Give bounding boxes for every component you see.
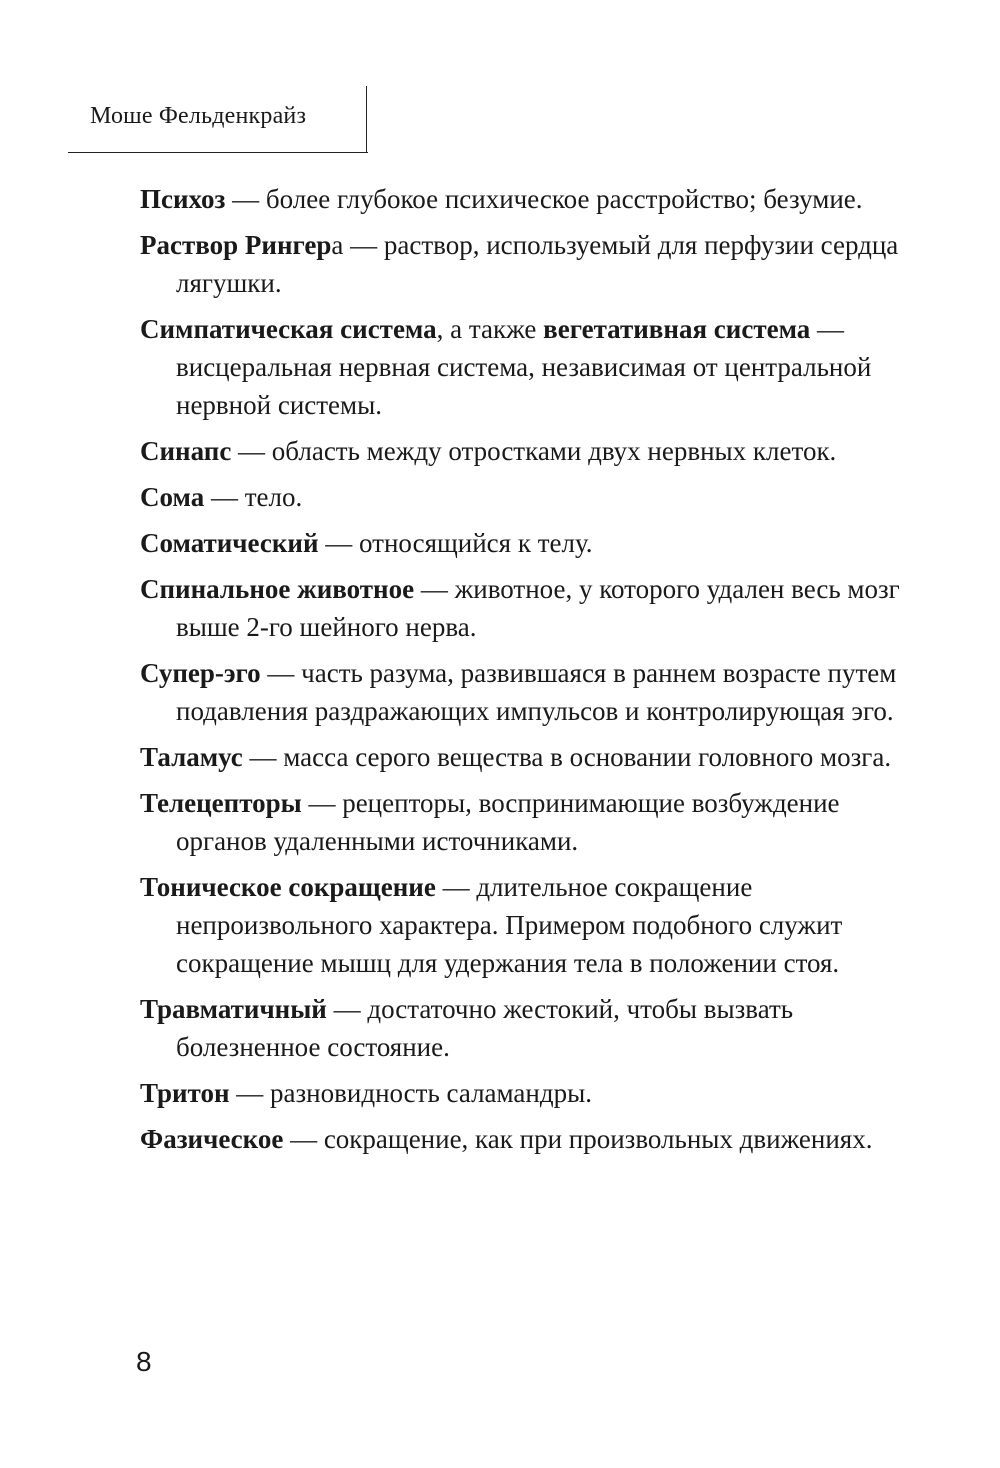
glossary-connector: , а также — [436, 314, 544, 344]
glossary-entry — [140, 478, 900, 516]
glossary-term: Супер-эго — [140, 658, 261, 688]
glossary-definition: — часть разума, развившаяся в раннем возрасте путем подавления раздражающих импульсов и контролирующая эго. — [176, 658, 897, 726]
glossary-term: Тритон — [140, 1078, 230, 1108]
glossary-term: Телецепторы — [140, 788, 302, 818]
running-header — [68, 86, 368, 152]
glossary-term: Сома — [140, 482, 205, 512]
glossary-definition: — висцеральная нервная система, независимая от центральной нервной системы. — [176, 314, 872, 420]
glossary-list — [140, 180, 900, 1166]
glossary-entry — [140, 1074, 900, 1112]
glossary-entry — [140, 310, 900, 424]
glossary-definition: — длительное сокращение непроизвольного характера. Примером подобного служит сокращение мышц для удержания тела в положении стоя. — [176, 872, 843, 978]
page-number: 8 — [136, 1346, 152, 1377]
glossary-term: Раствор Рингер — [140, 230, 332, 260]
glossary-term: Спинальное животное — [140, 574, 415, 604]
glossary-term: Травматичный — [140, 994, 327, 1024]
glossary-entry — [140, 868, 900, 982]
glossary-term: Симпатическая система — [140, 314, 437, 344]
glossary-entry — [140, 432, 900, 470]
glossary-entry — [140, 1120, 900, 1158]
glossary-term: Фазическое — [140, 1124, 284, 1154]
glossary-definition: — более глубокое психическое расстройство; безумие. — [225, 184, 863, 214]
glossary-entry — [140, 524, 900, 562]
glossary-entry — [140, 784, 900, 860]
glossary-term: Таламус — [140, 742, 243, 772]
glossary-term: Синапс — [140, 436, 232, 466]
glossary-entry — [140, 226, 900, 302]
header-rule-vertical — [366, 86, 367, 153]
glossary-definition: — масса серого вещества в основании головного мозга. — [242, 742, 892, 772]
glossary-term: Психоз — [140, 184, 226, 214]
glossary-definition: — животное, у которого удален весь мозг выше 2-го шейного нерва. — [176, 574, 900, 642]
glossary-entry — [140, 570, 900, 646]
glossary-entry — [140, 738, 900, 776]
glossary-definition: — достаточно жестокий, чтобы вызвать болезненное состояние. — [176, 994, 794, 1062]
glossary-entry — [140, 180, 900, 218]
glossary-definition: — тело. — [204, 482, 303, 512]
glossary-term: Соматический — [140, 528, 319, 558]
glossary-term-suffix: а — [331, 230, 344, 260]
glossary-entry — [140, 990, 900, 1066]
glossary-definition: — раствор, используемый для перфузии сердца лягушки. — [176, 230, 899, 298]
glossary-definition: — относящийся к телу. — [318, 528, 593, 558]
glossary-definition: — сокращение, как при произвольных движениях. — [283, 1124, 873, 1154]
header-rule-horizontal — [68, 152, 368, 153]
header-author-name: Моше Фельденкрайз — [90, 103, 307, 129]
glossary-definition: — область между отростками двух нервных клеток. — [231, 436, 837, 466]
glossary-definition: — разновидность саламандры. — [229, 1078, 592, 1108]
glossary-definition: — рецепторы, воспринимающие возбуждение органов удаленными источниками. — [176, 788, 840, 856]
glossary-term-secondary: вегетативная система — [543, 314, 811, 344]
glossary-entry — [140, 654, 900, 730]
glossary-term: Тоническое сокращение — [140, 872, 436, 902]
